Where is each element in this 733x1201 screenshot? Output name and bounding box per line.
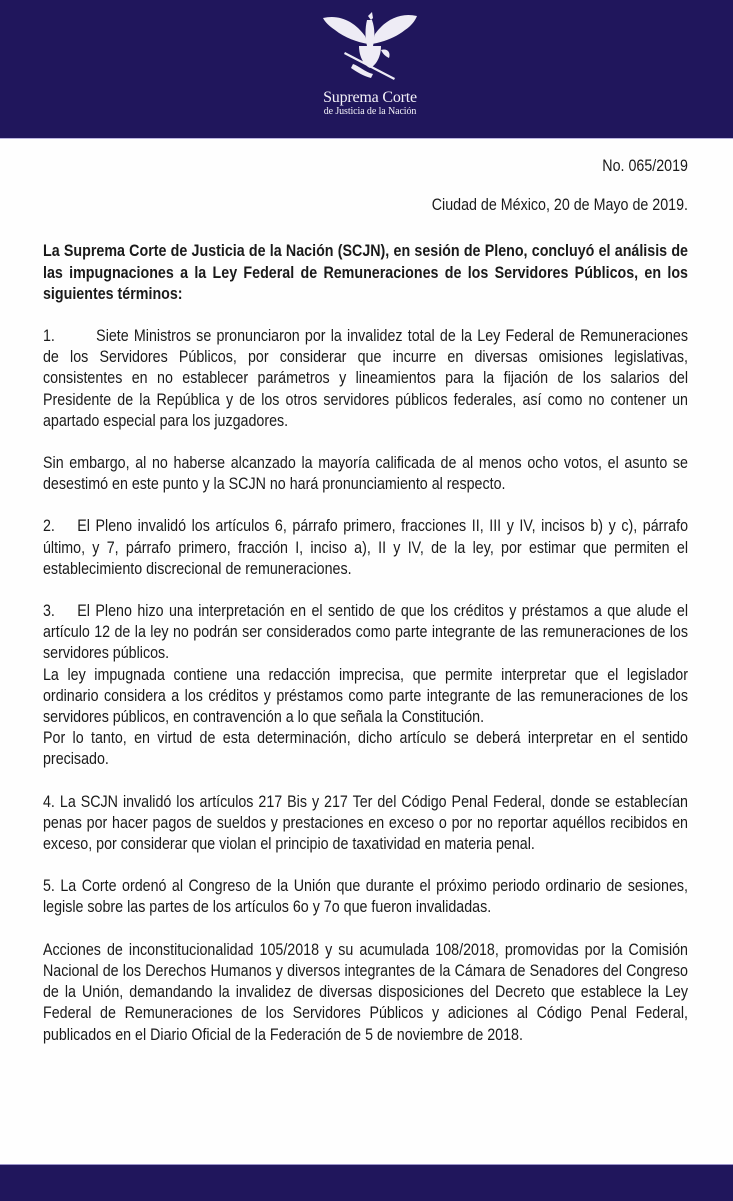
item-text: Siete Ministros se pronunciaron por la invalidez total de la Ley Federal de Remuneraciones de los Servidores Públicos, por considerar que incurre en diversas omisiones legislativas, consistentes en no establecer parámetros y lineamientos para la fijación de los salarios del Presidente de la República y de los otros servidores públicos federales, así como no contener un apartado especial para los juzgadores. — [43, 326, 689, 430]
item-3-conclusion: Por lo tanto, en virtud de esta determinación, dicho artículo se deberá interpretar en el sentido precisado. — [43, 728, 688, 769]
logo-title: Suprema Corte — [323, 89, 417, 106]
logo-subtitle: de Justicia de la Nación — [323, 106, 417, 117]
item-number: 4. — [43, 791, 55, 811]
item-text: El Pleno invalidó los artículos 6, párrafo primero, fracciones II, III y IV, incisos b) y c), párrafo último, y 7, párrafo primero, fracción I, inciso a), II y IV, de la ley, por estimar que permiten el establecimiento discrecional de remuneraciones. — [43, 516, 688, 578]
press-release-body — [43, 155, 689, 1045]
item-1 — [43, 325, 688, 431]
item-3-detail: La ley impugnada contiene una redacción imprecisa, que permite interpretar que el legislador ordinario considera a los créditos y préstamos como parte integrante de las remuneraciones de los servidores públicos, en contravención a lo que señala la Constitución. — [43, 664, 688, 727]
item-text: La Corte ordenó al Congreso de la Unión que durante el próximo periodo ordinario de sesiones, legisle sobre las partes de los artículos 6o y 7o que fueron invalidadas. — [43, 876, 688, 917]
item-text: El Pleno hizo una interpretación en el sentido de que los créditos y préstamos a que alude el artículo 12 de la ley no podrán ser considerados como parte integrante de las remuneraciones de los servidores públicos. — [43, 601, 688, 663]
item-text: La SCJN invalidó los artículos 217 Bis y 217 Ter del Código Penal Federal, donde se establecían penas por hacer pagos de sueldos y prestaciones en exceso o por no reportar aquéllos recibidos en exceso, por considerar que violan el principio de taxatividad en materia penal. — [43, 791, 688, 854]
document-number: No. 065/2019 — [602, 156, 688, 175]
header-band — [0, 0, 733, 139]
item-1-continuation: Sin embargo, al no haberse alcanzado la mayoría calificada de al menos ocho votos, el asunto se desestimó en este punto y la SCJN no hará pronunciamiento al respecto. — [43, 453, 688, 494]
lead-paragraph: La Suprema Corte de Justicia de la Nación (SCJN), en sesión de Pleno, concluyó el análisis de las impugnaciones a la Ley Federal de Remuneraciones de los Servidores Públicos, en los siguientes términos: — [43, 241, 688, 303]
item-3 — [43, 600, 688, 664]
document-date: Ciudad de México, 20 de Mayo de 2019. — [431, 195, 688, 215]
item-5 — [43, 875, 688, 917]
closing-paragraph: Acciones de inconstitucionalidad 105/2018 y su acumulada 108/2018, promovidas por la Comisión Nacional de los Derechos Humanos y diversos integrantes de la Cámara de Senadores del Congreso de la Unión, demandando la invalidez de diversas disposiciones del Decreto que establece la Ley Federal de Remuneraciones de los Servidores Públicos y adiciones al Código Penal Federal, publicados en el Diario Oficial de la Federación de 5 de noviembre de 2018. — [43, 939, 688, 1044]
scjn-logo — [300, 8, 440, 123]
item-number: 3. — [43, 601, 55, 621]
item-2 — [43, 515, 688, 579]
item-number: 5. — [43, 876, 55, 896]
item-number: 1. — [43, 326, 55, 346]
footer-band — [0, 1164, 733, 1201]
item-number: 2. — [43, 516, 55, 536]
eagle-emblem-icon — [315, 8, 425, 86]
item-4 — [43, 791, 688, 855]
